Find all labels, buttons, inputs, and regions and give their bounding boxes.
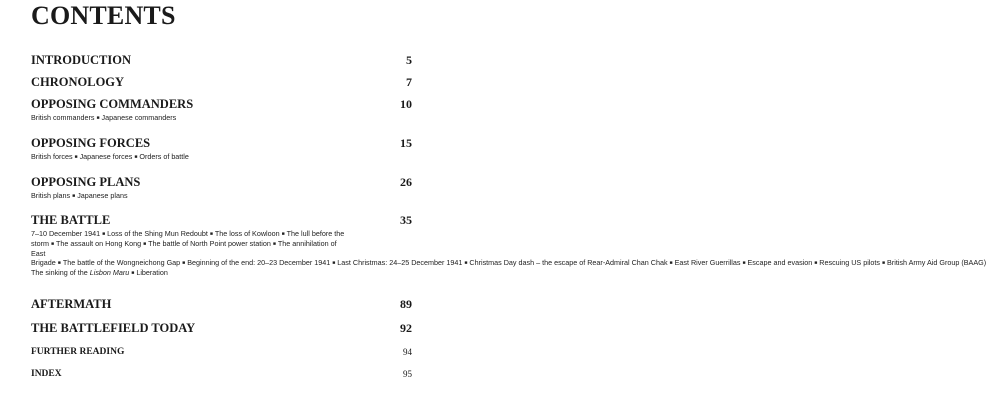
toc-entry-opposing-forces[interactable] [31,135,412,161]
toc-subsections [31,191,412,201]
bullet-separator: ■ [272,241,276,247]
subsection-prefix: The sinking of the [31,268,90,277]
toc-title: OPPOSING COMMANDERS [31,97,194,111]
bullet-separator: ■ [57,260,61,266]
toc-title: OPPOSING FORCES [31,136,151,150]
toc-subsection: British commanders [31,113,95,122]
toc-entry-opposing-plans[interactable] [31,174,412,200]
toc-subsection: Last Christmas: 24–25 December 1941 [337,258,463,267]
toc-subsection: British plans [31,191,71,200]
toc-subsection: British Army Aid Group (BAAG) [887,258,986,267]
toc-subsection: Liberation [136,268,168,277]
bullet-separator: ■ [332,260,336,266]
page-title: CONTENTS [31,1,176,30]
toc-page-number: 10 [400,97,412,111]
toc-entry-further-reading[interactable] [31,344,412,360]
toc-subsection: The assault on Hong Kong [56,239,142,248]
toc-page-number: 5 [406,53,412,67]
bullet-separator: ■ [50,241,54,247]
toc-entry-index[interactable] [31,366,412,382]
toc-title: THE BATTLE [31,213,111,227]
toc-subsection: Christmas Day dash – the escape of Rear-Admiral Chan Chak [469,258,668,267]
toc-subsection: Escape and evasion [747,258,813,267]
toc-title: INTRODUCTION [31,53,132,67]
toc-title: THE BATTLEFIELD TODAY [31,321,196,335]
toc-subsection: East River Guerrillas [674,258,741,267]
bullet-separator: ■ [882,260,886,266]
toc-subsections [31,229,986,278]
toc-entry-the-battle[interactable] [31,212,986,277]
bullet-separator: ■ [742,260,746,266]
toc-entry-chronology[interactable] [31,74,412,90]
toc-page-number: 92 [400,321,412,335]
toc-subsection: The battle of North Point power station [148,239,271,248]
toc-subsection: Japanese commanders [101,113,177,122]
toc-subsection: Rescuing US pilots [819,258,881,267]
toc-subsection: 7–10 December 1941 [31,229,101,238]
ship-name: Lisbon Maru [89,268,130,277]
toc-subsection: British forces [31,152,73,161]
toc-subsection: Loss of the Shing Mun Redoubt [107,229,208,238]
bullet-separator: ■ [814,260,818,266]
bullet-separator: ■ [131,270,135,276]
toc-title: OPPOSING PLANS [31,175,141,189]
toc-entry-introduction[interactable] [31,52,412,68]
toc-subsection: The loss of Kowloon [214,229,280,238]
toc-title: CHRONOLOGY [31,75,125,89]
toc-subsection: The annihilation of East Brigade [31,239,337,267]
bullet-separator: ■ [281,231,285,237]
bullet-separator: ■ [72,193,76,199]
bullet-separator: ■ [182,260,186,266]
toc-subsections [31,152,412,162]
bullet-separator: ■ [96,115,100,121]
bullet-separator: ■ [134,154,138,160]
bullet-separator: ■ [669,260,673,266]
toc-title: INDEX [31,369,62,379]
toc-subsection: The lull before the storm [31,229,345,248]
toc-entry-aftermath[interactable] [31,296,412,312]
toc-subsections [31,113,412,123]
toc-subsection: Japanese forces [79,152,133,161]
toc-subsection [31,268,129,277]
toc-subsection: Japanese plans [77,191,128,200]
toc-entry-the-battlefield-today[interactable] [31,320,412,336]
toc-subsection: Beginning of the end: 20–23 December 1941 [187,258,331,267]
toc-page-number: 94 [403,347,412,357]
bullet-separator: ■ [143,241,147,247]
toc-page-number: 7 [406,75,412,89]
toc-page-number: 26 [400,175,412,189]
toc-page-number: 35 [400,213,412,227]
toc-subsection: Orders of battle [139,152,189,161]
bullet-separator: ■ [464,260,468,266]
bullet-separator: ■ [209,231,213,237]
bullet-separator: ■ [74,154,78,160]
toc-subsection: The battle of the Wongneichong Gap [62,258,181,267]
toc-entry-opposing-commanders[interactable] [31,96,412,122]
toc-page-number: 95 [403,369,412,379]
toc-title: FURTHER READING [31,347,125,357]
toc-title: AFTERMATH [31,297,112,311]
toc-page-number: 15 [400,136,412,150]
bullet-separator: ■ [102,231,106,237]
toc-page-number: 89 [400,297,412,311]
